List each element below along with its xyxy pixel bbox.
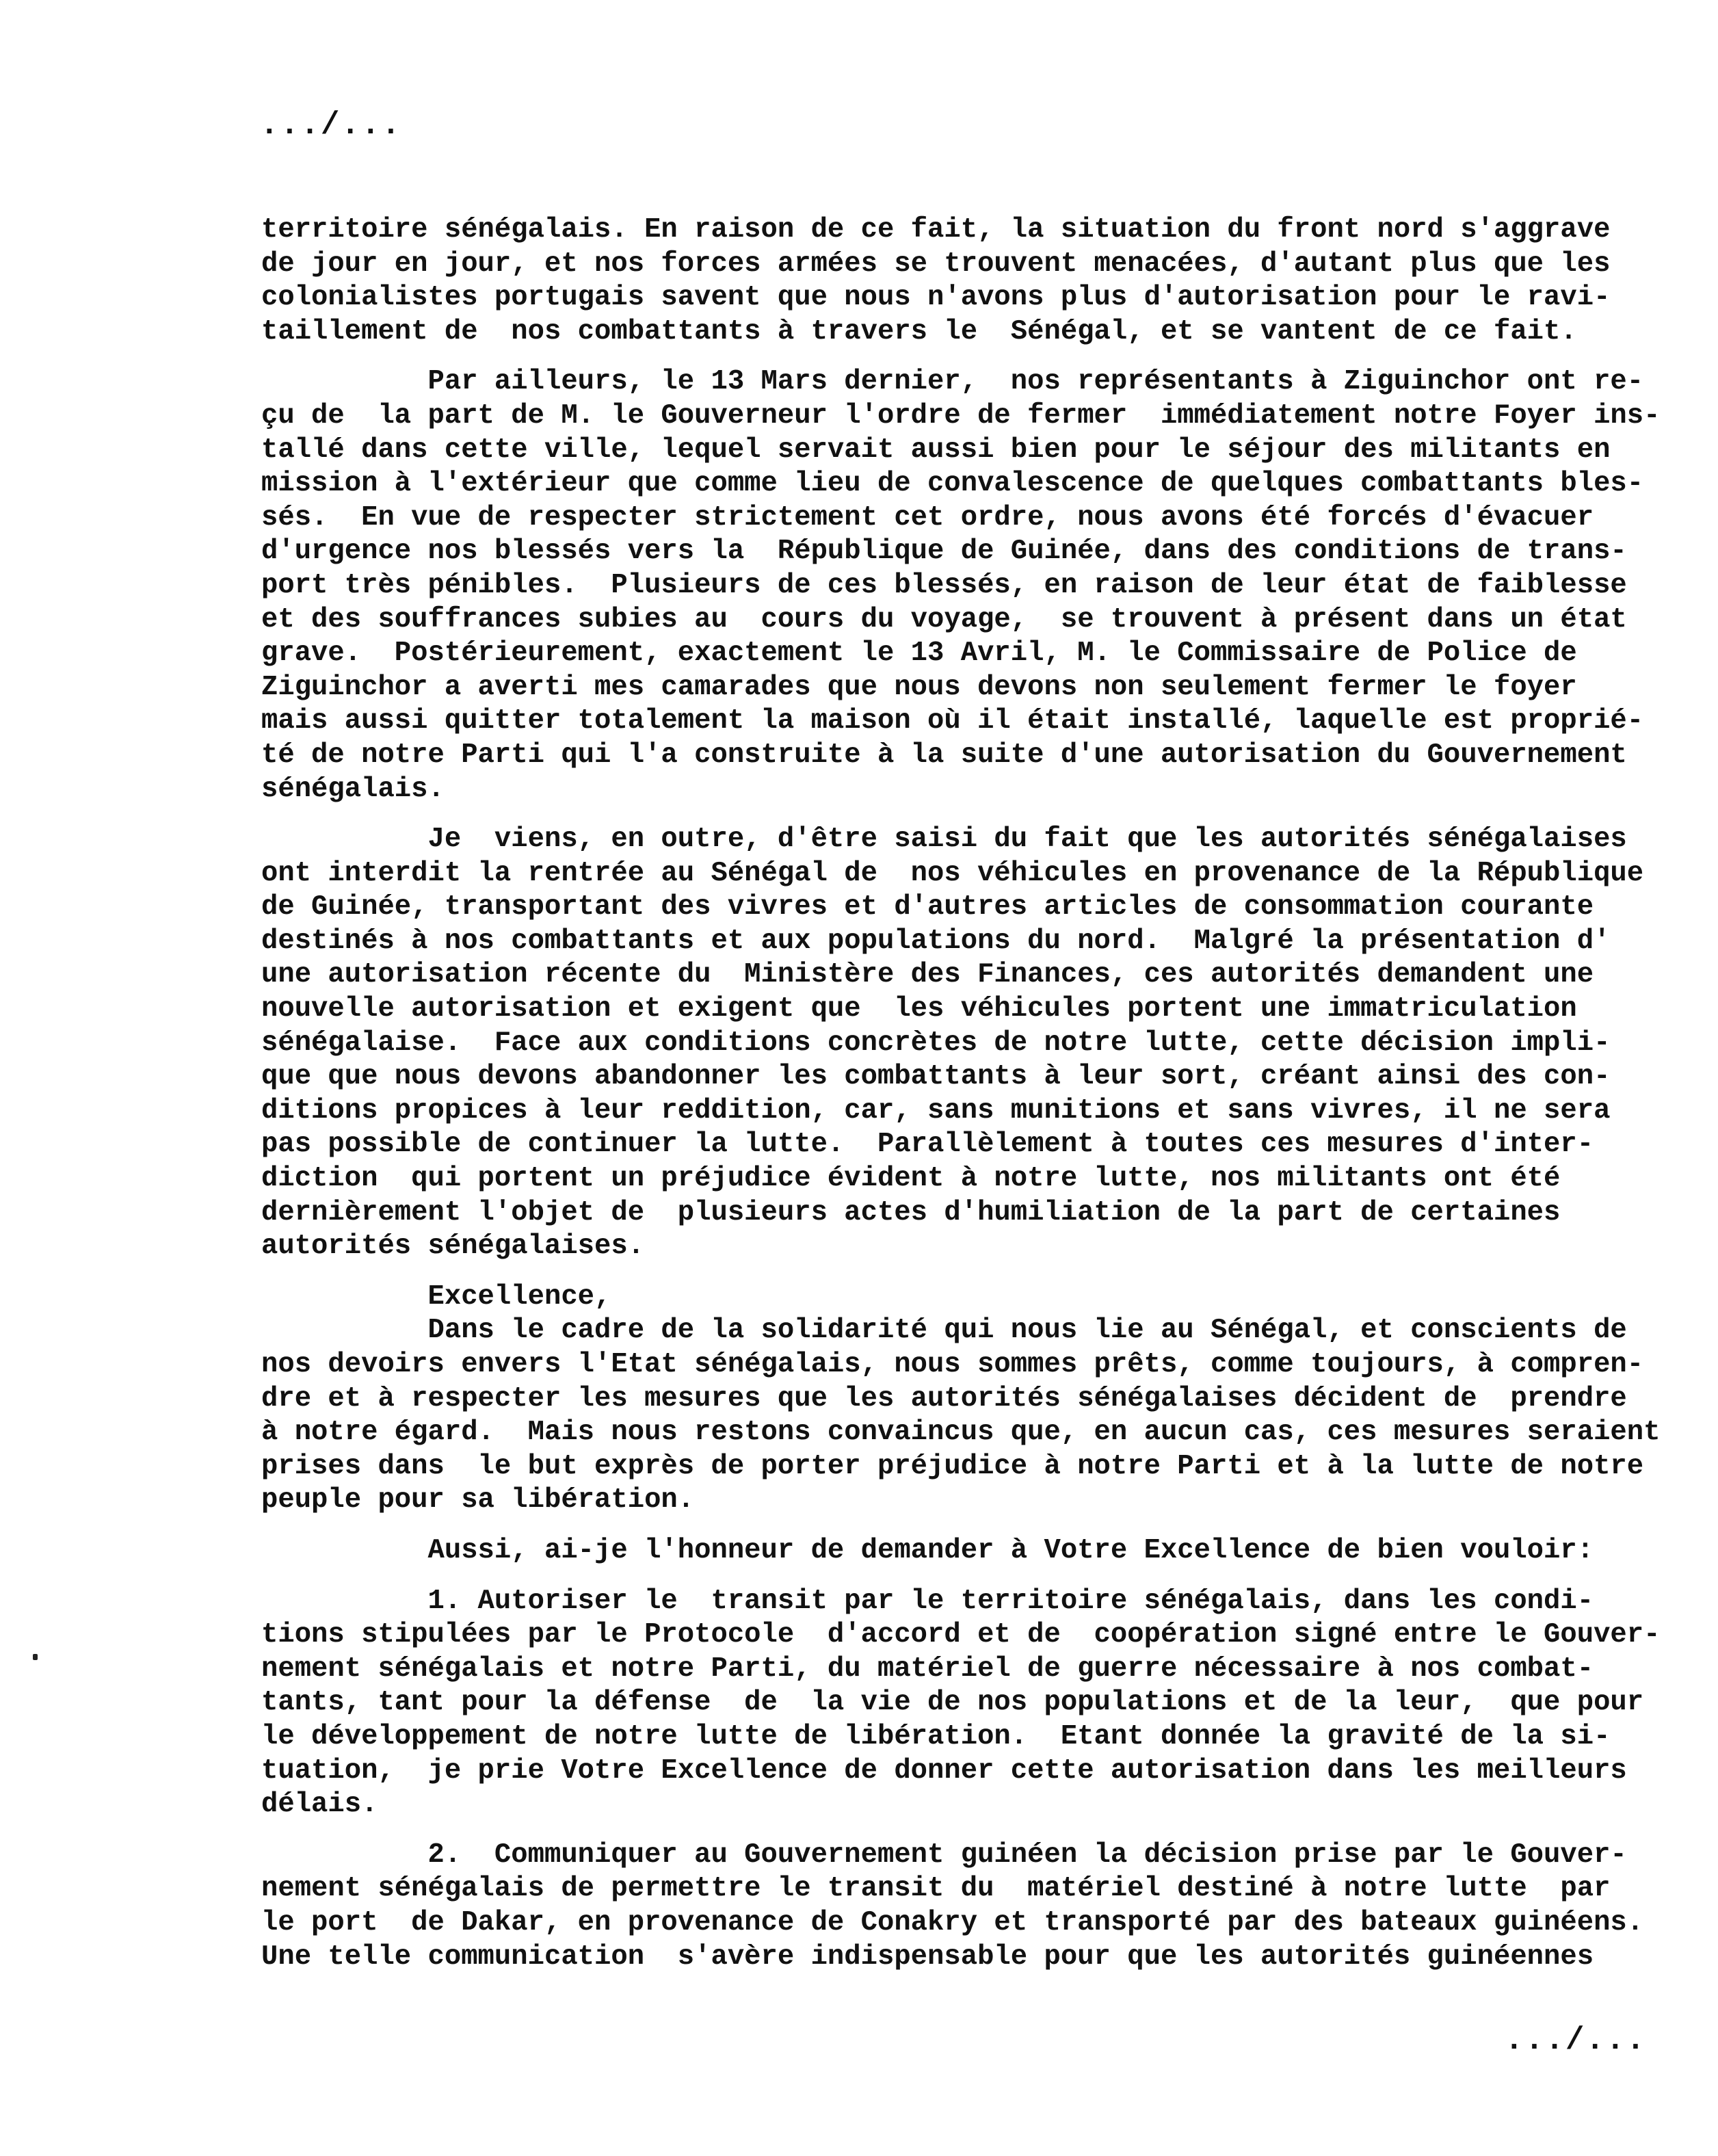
text-line: Par ailleurs, le 13 Mars dernier, nos représentants à Ziguinchor ont re- [261, 366, 1644, 398]
text-line: tions stipulées par le Protocole d'accord et de coopération signé entre le Gouver- [261, 1619, 1661, 1651]
text-line: sénégalais. [261, 773, 445, 805]
paragraph-point-2 [261, 1839, 1684, 1974]
text-line: et des souffrances subies au cours du voyage, se trouvent à présent dans un état [261, 603, 1627, 635]
text-line: le port de Dakar, en provenance de Conakry et transporté par des bateaux guinéens. [261, 1906, 1644, 1938]
text-line: autorités sénégalaises. [261, 1231, 645, 1263]
text-line: diction qui portent un préjudice évident à notre lutte, nos militants ont été [261, 1163, 1561, 1195]
text-line: nos devoirs envers l'Etat sénégalais, nous sommes prêts, comme toujours, à compren- [261, 1349, 1644, 1380]
paragraph-vehicules [261, 823, 1684, 1264]
text-line: çu de la part de M. le Gouverneur l'ordre de fermer immédiatement notre Foyer ins- [261, 399, 1661, 432]
text-line: Aussi, ai-je l'honneur de demander à Votre Excellence de bien vouloir: [261, 1534, 1594, 1566]
text-line: nement sénégalais et notre Parti, du matériel de guerre nécessaire à nos combat- [261, 1653, 1594, 1685]
text-line: peuple pour sa libération. [261, 1484, 695, 1516]
text-line: nouvelle autorisation et exigent que les véhicules portent une immatriculation [261, 993, 1577, 1025]
paragraph-front-nord [261, 213, 1684, 349]
text-line: prises dans le but exprès de porter préjudice à notre Parti et à la lutte de notre [261, 1450, 1644, 1482]
text-line: dernièrement l'objet de plusieurs actes d'humiliation de la part de certaines [261, 1196, 1561, 1228]
text-line: sés. En vue de respecter strictement cet ordre, nous avons été forcés d'évacuer [261, 501, 1594, 534]
text-line: Ziguinchor a averti mes camarades que nous devons non seulement fermer le foyer [261, 671, 1577, 703]
text-line: tallé dans cette ville, lequel servait aussi bien pour le séjour des militants en [261, 434, 1611, 466]
text-line: 2. Communiquer au Gouvernement guinéen la décision prise par le Gouver- [261, 1839, 1627, 1871]
text-line: destinés à nos combattants et aux populations du nord. Malgré la présentation d' [261, 925, 1611, 957]
text-line: té de notre Parti qui l'a construite à la suite d'une autorisation du Gouvernement [261, 739, 1627, 771]
text-line: grave. Postérieurement, exactement le 13 Avril, M. le Commissaire de Police de [261, 637, 1577, 670]
text-line: colonialistes portugais savent que nous n'avons plus d'autorisation pour le ravi- [261, 282, 1611, 314]
continuation-mark-bottom: .../... [1505, 2023, 1647, 2058]
continuation-mark-top: .../... [260, 107, 402, 143]
text-line: dre et à respecter les mesures que les autorités sénégalaises décident de prendre [261, 1382, 1627, 1415]
text-line: de jour en jour, et nos forces armées se trouvent menacées, d'autant plus que les [261, 248, 1611, 280]
text-line: port très pénibles. Plusieurs de ces blessés, en raison de leur état de faiblesse [261, 569, 1627, 601]
text-line: Une telle communication s'avère indispensable pour que les autorités guinéennes [261, 1941, 1594, 1973]
paragraph-demande [261, 1534, 1684, 1568]
letter-body [261, 213, 1684, 1974]
text-line: ditions propices à leur reddition, car, sans munitions et sans vivres, il ne sera [261, 1094, 1611, 1127]
text-line: à notre égard. Mais nous restons convaincus que, en aucun cas, ces mesures seraient [261, 1417, 1661, 1449]
text-line: le développement de notre lutte de libération. Etant donnée la gravité de la si- [261, 1720, 1611, 1752]
text-line: taillement de nos combattants à travers le Sénégal, et se vantent de ce fait. [261, 315, 1577, 347]
text-line: sénégalaise. Face aux conditions concrètes de notre lutte, cette décision impli- [261, 1027, 1611, 1059]
text-line: tuation, je prie Votre Excellence de donner cette autorisation dans les meilleurs [261, 1754, 1627, 1787]
paragraph-foyer-ziguinchor [261, 365, 1684, 806]
text-line: une autorisation récente du Ministère des Finances, ces autorités demandent une [261, 959, 1594, 991]
scan-speck [33, 1654, 38, 1660]
text-line: de Guinée, transportant des vivres et d'autres articles de consommation courante [261, 891, 1594, 923]
paragraph-point-1 [261, 1585, 1684, 1822]
text-line: pas possible de continuer la lutte. Parallèlement à toutes ces mesures d'inter- [261, 1129, 1594, 1161]
text-line: 1. Autoriser le transit par le territoire sénégalais, dans les condi- [261, 1585, 1594, 1617]
text-line: délais. [261, 1789, 378, 1821]
text-line: Je viens, en outre, d'être saisi du fait que les autorités sénégalaises [261, 824, 1627, 856]
paragraph-excellence [261, 1280, 1684, 1518]
text-line: d'urgence nos blessés vers la République de Guinée, dans des conditions de trans- [261, 536, 1627, 568]
text-line: Excellence, [261, 1280, 611, 1313]
text-line: que que nous devons abandonner les combattants à leur sort, créant ainsi des con- [261, 1061, 1611, 1093]
text-line: Dans le cadre de la solidarité qui nous lie au Sénégal, et conscients de [261, 1315, 1627, 1347]
text-line: nement sénégalais de permettre le transit du matériel destiné à notre lutte par [261, 1873, 1611, 1905]
text-line: territoire sénégalais. En raison de ce fait, la situation du front nord s'aggrave [261, 214, 1611, 246]
text-line: mission à l'extérieur que comme lieu de convalescence de quelques combattants bles- [261, 468, 1644, 500]
text-line: mais aussi quitter totalement la maison où il était installé, laquelle est proprié- [261, 705, 1644, 737]
text-line: tants, tant pour la défense de la vie de nos populations et de la leur, que pour [261, 1687, 1644, 1719]
text-line: ont interdit la rentrée au Sénégal de nos véhicules en provenance de la République [261, 857, 1644, 889]
